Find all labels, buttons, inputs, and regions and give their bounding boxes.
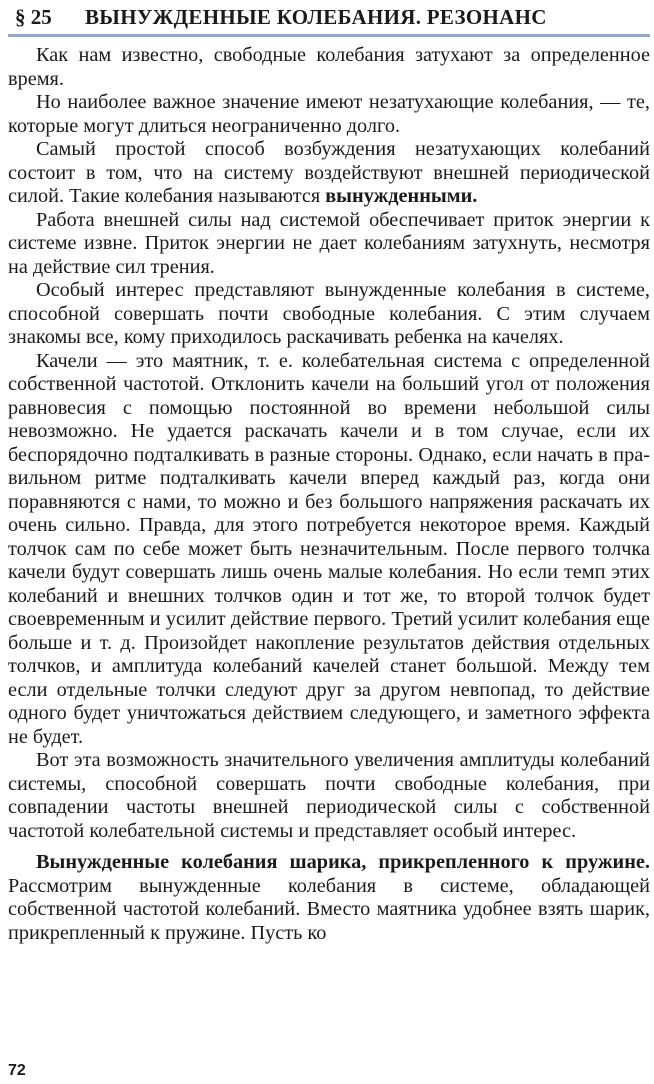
page-number: 72: [8, 1062, 26, 1079]
paragraph-8: [8, 851, 650, 945]
bold-term-forced: вынужденными.: [325, 185, 478, 207]
section-title: ВЫНУЖДЕННЫЕ КОЛЕБАНИЯ. РЕЗОНАНС: [85, 4, 547, 29]
paragraph-2: Но наиболее важное значение имеют незатухающие колебания, — те, которые могут длиться неограниченно долго.: [8, 91, 650, 137]
paragraph-3: [8, 138, 650, 209]
subheading-forced-oscillations: Вынужденные колебания шарика, прикрепленного к пружине.: [36, 851, 650, 873]
paragraph-6: Качели — это маятник, т. е. колебательная система с определенной собственной частотой. Отклонить качели на больший угол от положения равновесия с помощью постоянной во времени небольшой силы невозможно. Не удается раскачать качели и в том случае, если их беспорядочно подталкивать в разные стороны. Однако, если начать в правильном ритме подталкивать качели вперед каждый раз, когда они поравняются с нами, то можно и без большого напряжения раскачать их очень сильно. Правда, для этого потребуется некоторое время. Каждый толчок сам по себе может быть незначительным. После первого толчка качели будут совершать лишь очень малые колебания. Но если темп этих колебаний и внешних толчков один и тот же, то второй толчок будет своевременным и усилит действие первого. Третий усилит колебания еще больше и т. д. Произойдет накопление результатов действия отдельных толчков, и амплитуда колебаний качелей станет большой. Между тем если отдельные толчки следуют друг за другом невпопад, то действие одного будет уничтожаться действием следующего, и заметного эффекта не будет.: [8, 349, 650, 748]
paragraph-1: Как нам известно, свободные колебания затухают за определенное время.: [8, 44, 650, 90]
paragraph-8-text: Рассмотрим вынужденные колебания в системе, обладающей собственной частотой колебаний. Вместо маятника удобнее взять шарик, прикрепленный к пружине. Пусть ко: [8, 874, 650, 944]
section-number: § 25: [15, 4, 52, 29]
section-header: [8, 0, 650, 37]
paragraph-5: Особый интерес представляют вынужденные колебания в системе, способной совершать почти свободные колебания. С этим случаем знакомы все, кому приходилось раскачивать ребенка на качелях.: [8, 279, 650, 348]
paragraph-7: Вот эта возможность значительного увеличения амплитуды колебаний системы, способной совершать почти свободные колебания, при совпадении частоты внешней периодической силы с собственной частотой колебательной системы и представляет особый интерес.: [8, 749, 650, 842]
paragraph-3-text: Самый простой способ возбуждения незатухающих колебаний состоит в том, что на систему воздействуют внешней периодической силой. Такие колебания называются: [8, 138, 650, 207]
paragraph-4: Работа внешней силы над системой обеспечивает приток энергии к системе извне. Приток энергии не дает колебаниям затухнуть, несмотря на действие сил трения.: [8, 208, 650, 278]
page-body: [8, 44, 650, 945]
